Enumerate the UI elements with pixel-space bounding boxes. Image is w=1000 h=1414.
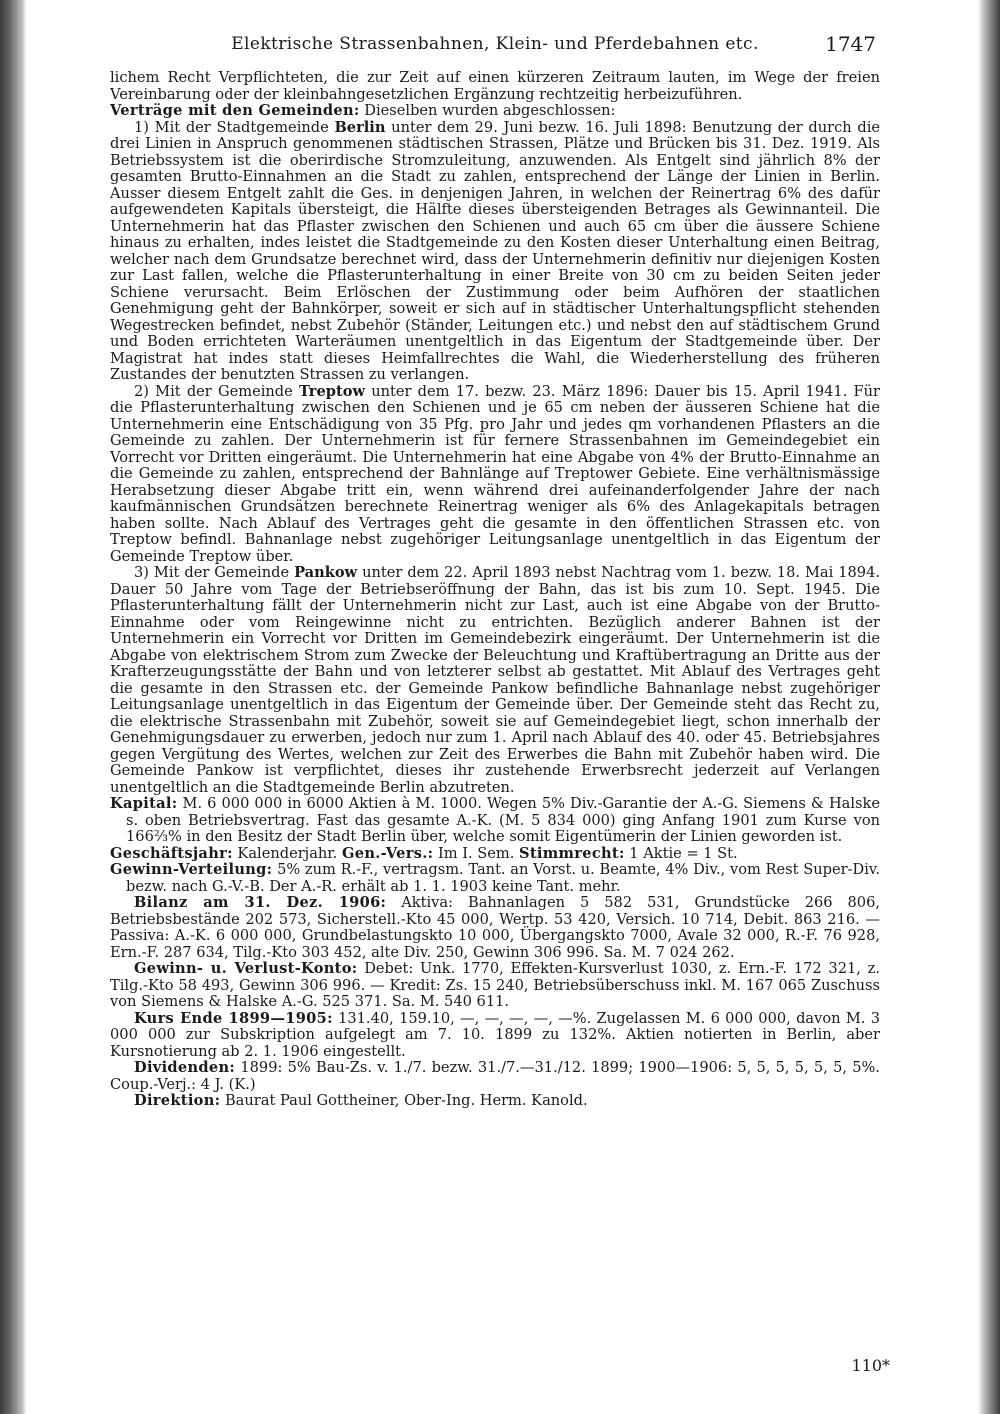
kurs-text: 131.40, 159.10, —, —, —, —, —%. Zugelassen M. 6 000 000, davon M. 3 000 000 zur Subskription aufgelegt am 7. 10. 1899 zu 132%. Aktien notierten in Berlin, aber Kursnotierung ab 2. 1. 1906 eingestellt.	[110, 1009, 880, 1060]
gewinnverteilung-text: 5% zum R.-F., vertragsm. Tant. an Vorst. u. Beamte, 4% Div., vom Rest Super-Div. bezw. nach G.-V.-B. Der A.-R. erhält ab 1. 1. 1903 keine Tant. mehr.	[126, 861, 880, 895]
kurs-section	[110, 1011, 880, 1061]
direktion-section	[110, 1093, 880, 1110]
genvers-label: Gen.-Vers.:	[341, 844, 434, 862]
treptow-name: Treptow	[299, 382, 366, 400]
kurs-label: Kurs Ende 1899—1905:	[134, 1009, 333, 1027]
pankow-text: unter dem 22. April 1893 nebst Nachtrag vom 1. bezw. 18. Mai 1894. Dauer 50 Jahre vom Tage der Betriebseröffnung der Bahn, das ist bis zum 10. Sept. 1945. Die Pflasterunterhaltung fällt der Unternehmerin nicht zur Last, auch ist eine Abgabe von der Brutto-Einnahme oder vom Reingewinne nicht zu entrichten. Bezüglich anderer Bahnen ist der Unternehmerin ein Vorrecht vor Dritten im Gemeindebezirk eingeräumt. Der Unternehmerin ist die Abgabe von elektrischem Strom zum Zwecke der Beleuchtung und Kraftübertragung an Dritte aus der Krafterzeugungsstätte der Bahn und von letzterer selbst ab gestattet. Mit Ablauf des Vertrages geht die gesamte in den Strassen etc. der Gemeinde Pankow befindliche Bahnanlage nebst zugehöriger Leitungsanlage unentgeltlich in das Eigentum der Gemeinde über. Der Gemeinde steht das Recht zu, die elektrische Strassenbahn mit Zubehör, soweit sie auf Gemeindegebiet liegt, schon innerhalb der Genehmigungsdauer zu erwerben, jedoch nur zum 1. April nach Ablauf des 40. oder 45. Betriebsjahres gegen Vergütung des Wertes, welchen zur Zeit des Erwerbes die Bahn mit Zubehör haben wird. Die Gemeinde Pankow ist verpflichtet, dieses ihr zustehende Erwerbsrecht jederzeit auf Verlangen unentgeltlich an die Stadtgemeinde Berlin abzutreten.	[110, 564, 880, 796]
page-number: 1747	[825, 32, 876, 56]
kapital-label: Kapital:	[110, 795, 178, 812]
pankow-name: Pankow	[294, 564, 358, 581]
continuation-paragraph: lichem Recht Verpflichteten, die zur Zeit auf einen kürzeren Zeitraum lauten, im Wege der freien Vereinbarung oder der kleinbahngesetzlichen Ergänzung rechtzeitig herbeizuführen.	[110, 69, 880, 103]
treptow-text: unter dem 17. bezw. 23. März 1896: Dauer bis 15. April 1941. Für die Pflasterunterhaltung zwischen den Schienen und je 65 cm neben der äusseren Schiene hat die Unternehmerin eine Entschädigung von 35 Pfg. pro Jahr und jedes qm vorhandenen Pflasters an die Gemeinde zu zahlen. Der Unternehmerin ist für fernere Strassenbahnen im Gemeindegebiet ein Vorrecht vor Dritten eingeräumt. Die Unternehmerin hat eine Abgabe von 4% der Brutto-Einnahme an die Gemeinde zu zahlen, entsprechend der Bahnlänge auf Treptower Gebiete. Eine verhältnismässige Herabsetzung dieser Abgabe tritt ein, wenn während drei aufeinanderfolgender Jahre der nach kaufmännischen Grundsätzen berechnete Reinertrag weniger als 6% des Anlagekapitals betragen haben sollte. Nach Ablauf des Vertrages geht die gesamte in den öffentlichen Strassen etc. von Treptow befindl. Bahnanlage nebst zugehöriger Leitungsanlage unentgeltlich in das Eigentum der Gemeinde Treptow über.	[110, 382, 880, 565]
kapital-section	[110, 796, 880, 846]
geschaeftsjahr-section	[110, 846, 880, 863]
signature-mark: 110*	[851, 1356, 890, 1375]
pankow-contract-paragraph	[110, 565, 880, 796]
dividenden-text: 1899: 5% Bau-Zs. v. 1./7. bezw. 31./7.—31./12. 1899; 1900—1906: 5, 5, 5, 5, 5, 5, 5%. Coup.-Verj.: 4 J. (K.)	[110, 1059, 880, 1093]
direktion-text: Baurat Paul Gottheiner, Ober-Ing. Herm. Kanold.	[224, 1092, 588, 1109]
geschaeftsjahr-label: Geschäftsjahr:	[110, 844, 233, 862]
vertraege-label: Verträge mit den Gemeinden:	[110, 102, 360, 119]
bilanz-section	[110, 895, 880, 961]
bilanz-label: Bilanz am 31. Dez. 1906:	[134, 894, 387, 911]
direktion-label: Direktion:	[134, 1092, 221, 1109]
berlin-name: Berlin	[334, 118, 386, 136]
kapital-text: M. 6 000 000 in 6000 Aktien à M. 1000. Wegen 5% Div.-Garantie der A.-G. Siemens & Halske s. oben Betriebsvertrag. Fast das gesamte A.-K. (M. 5 834 000) ging Anfang 1901 zum Kurse von 166⅔% in den Besitz der Stadt Berlin über, welche somit Eigentümerin der Linien geworden ist.	[126, 795, 880, 845]
scan-left-edge	[0, 0, 26, 1414]
berlin-intro: 1) Mit der Stadtgemeinde	[134, 118, 329, 136]
guv-label: Gewinn- u. Verlust-Konto:	[134, 960, 358, 977]
berlin-text: unter dem 29. Juni bezw. 16. Juli 1898: Benutzung der durch die drei Linien in Anspruch genommenen städtischen Strassen, Plätze und Brücken bis 31. Dez. 1919. Als Betriebssystem ist die oberirdische Stromzuleitung, anzuwenden. Als Entgelt sind jährlich 8% der gesamten Brutto-Einnahmen an die Stadt zu zahlen, entsprechend der Länge der Linien in Berlin. Ausser diesem Entgelt zahlt die Ges. in denjenigen Jahren, in welchen der Reinertrag 6% des dafür aufgewendeten Kapitals übersteigt, die Hälfte dieses übersteigenden Betrages als Gewinnanteil. Die Unternehmerin hat das Pflaster zwischen den Schienen und auch 65 cm über die äussere Schiene hinaus zu erhalten, indes leistet die Stadtgemeinde zu den Kosten dieser Unterhaltung einen Beitrag, welcher nach dem Grundsatze berechnet wird, dass der Unternehmerin definitiv nur diejenigen Kosten zur Last fallen, welche die Pflasterunterhaltung in einer Breite von 30 cm zu beiden Seiten jeder Schiene verursacht. Beim Erlöschen der Zustimmung oder beim Aufhören der staatlichen Genehmigung geht der Bahnkörper, soweit er sich auf in städtischer Unterhaltungspflicht stehenden Wegestrecken befindet, nebst Zubehör (Ständer, Leitungen etc.) und nebst den auf städtischem Grund und Boden errichteten Warteräumen unentgeltlich in das Eigentum der Stadtgemeinde über. Der Magistrat hat indes statt dieses Heimfallrechtes die Wahl, die Wiederherstellung des früheren Zustandes der benutzten Strassen zu verlangen.	[110, 118, 880, 383]
berlin-contract-paragraph	[110, 120, 880, 384]
treptow-contract-paragraph	[110, 384, 880, 566]
vertraege-section	[110, 103, 880, 120]
geschaeftsjahr-text: Kalenderjahr.	[237, 844, 338, 862]
stimmrecht-text: 1 Aktie = 1 St.	[629, 844, 738, 862]
scan-right-edge	[978, 0, 1000, 1414]
dividenden-section	[110, 1060, 880, 1093]
gewinnverteilung-label: Gewinn-Verteilung:	[110, 861, 273, 878]
running-head	[110, 26, 880, 62]
guv-text: Debet: Unk. 1770, Effekten-Kursverlust 1030, z. Ern.-F. 172 321, z. Tilg.-Kto 58 493, Gewinn 306 996. — Kredit: Zs. 15 240, Betriebsüberschuss inkl. M. 167 065 Zuschuss von Siemens & Halske A.-G. 525 371. Sa. M. 540 611.	[110, 960, 880, 1010]
stimmrecht-label: Stimmrecht:	[519, 844, 625, 862]
vertraege-text: Dieselben wurden abgeschlossen:	[364, 102, 616, 119]
guv-section	[110, 961, 880, 1011]
document-body	[110, 70, 880, 1110]
dividenden-label: Dividenden:	[134, 1059, 236, 1076]
pankow-intro: 3) Mit der Gemeinde	[134, 564, 290, 581]
running-title: Elektrische Strassenbahnen, Klein- und Pferdebahnen etc.	[231, 34, 759, 54]
genvers-text: Im I. Sem.	[437, 844, 515, 862]
document-page	[110, 26, 880, 1406]
treptow-intro: 2) Mit der Gemeinde	[134, 382, 293, 400]
bilanz-text: Aktiva: Bahnanlagen 5 582 531, Grundstücke 266 806, Betriebsbestände 202 573, Sicherstell.-Kto 45 000, Wertp. 53 420, Versich. 10 714, Debit. 863 216. — Passiva: A.-K. 6 000 000, Grundbelastungskto 10 000, Übergangskto 7000, Avale 32 000, R.-F. 76 928, Ern.-F. 287 634, Tilg.-Kto 303 452, alte Div. 250, Gewinn 306 996. Sa. M. 7 024 262.	[110, 894, 880, 961]
gewinnverteilung-section	[110, 862, 880, 895]
